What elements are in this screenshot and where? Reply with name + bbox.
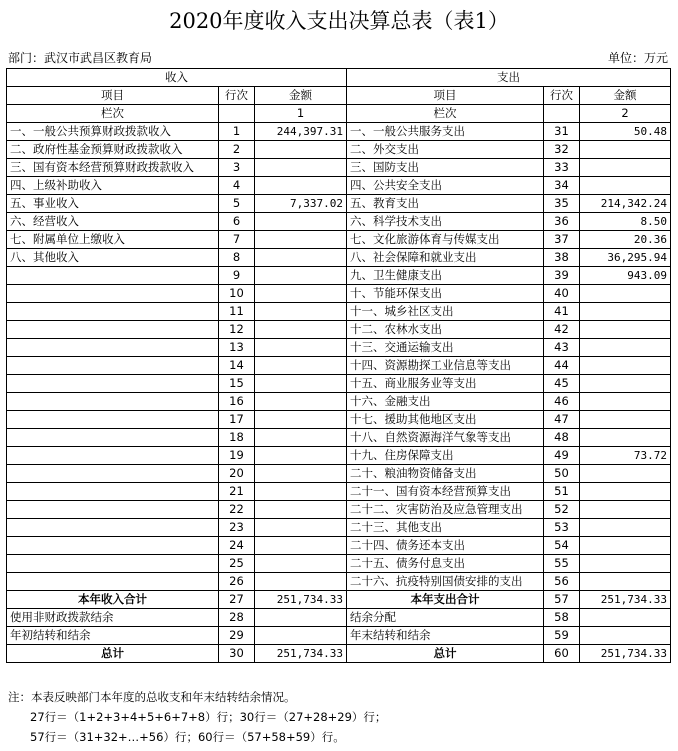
income-line-cell: 22 [219,501,255,519]
table-row [7,141,671,159]
income-line-cell: 20 [219,465,255,483]
expense-line-cell: 32 [544,141,580,159]
expense-amount-cell [580,537,671,555]
expense-item-cell: 四、公共安全支出 [347,177,544,195]
income-amount-cell [255,447,347,465]
expense-item-cell: 十七、援助其他地区支出 [347,411,544,429]
income-item-cell [7,465,219,483]
note-line: 27行＝（1+2+3+4+5+6+7+8）行；30行＝（27+28+29）行； [30,710,387,724]
expense-item-cell: 三、国防支出 [347,159,544,177]
table-row [7,249,671,267]
expense-item-cell: 十二、农林水支出 [347,321,544,339]
income-item-cell: 二、政府性基金预算财政拨款收入 [7,141,219,159]
income-amount-cell: 251,734.33 [255,645,347,663]
expense-line-cell: 59 [544,627,580,645]
expense-item-cell: 十、节能环保支出 [347,285,544,303]
income-line-header: 行次 [219,87,255,105]
expense-amount-cell: 20.36 [580,231,671,249]
expense-line-cell: 39 [544,267,580,285]
expense-line-cell: 56 [544,573,580,591]
income-amount-cell [255,231,347,249]
expense-line-cell: 45 [544,375,580,393]
income-line-cell: 3 [219,159,255,177]
table-row [7,123,671,141]
table-row [7,573,671,591]
income-line-cell: 4 [219,177,255,195]
expense-item-cell: 二十三、其他支出 [347,519,544,537]
income-amount-cell [255,339,347,357]
expense-item-cell: 二十四、债务还本支出 [347,537,544,555]
income-amount-cell [255,393,347,411]
income-item-cell: 总计 [7,645,219,663]
expense-amount-cell [580,303,671,321]
expense-line-cell: 46 [544,393,580,411]
income-item-cell: 本年收入合计 [7,591,219,609]
expense-amount-cell [580,411,671,429]
income-section-header: 收入 [7,69,347,87]
income-item-cell [7,483,219,501]
income-line-cell: 27 [219,591,255,609]
table-row [7,537,671,555]
expense-amount-cell [580,285,671,303]
income-amount-cell [255,213,347,231]
expense-amount-cell [580,375,671,393]
income-amount-cell [255,285,347,303]
income-line-cell: 30 [219,645,255,663]
income-item-cell [7,339,219,357]
income-item-cell: 八、其他收入 [7,249,219,267]
income-amount-cell: 244,397.31 [255,123,347,141]
income-item-cell: 四、上级补助收入 [7,177,219,195]
expense-amount-cell: 251,734.33 [580,591,671,609]
income-line-cell: 17 [219,411,255,429]
expense-amount-cell [580,465,671,483]
expense-line-cell: 43 [544,339,580,357]
income-amount-cell [255,141,347,159]
expense-line-cell: 42 [544,321,580,339]
expense-amount-cell: 36,295.94 [580,249,671,267]
income-amount-cell [255,627,347,645]
table-row [7,555,671,573]
expense-col-blank [544,105,580,123]
table-row [7,411,671,429]
income-amount-cell [255,249,347,267]
income-item-cell: 六、经营收入 [7,213,219,231]
expense-item-cell: 十九、住房保障支出 [347,447,544,465]
expense-item-cell: 十五、商业服务业等支出 [347,375,544,393]
expense-line-cell: 41 [544,303,580,321]
expense-amount-cell [580,519,671,537]
expense-line-cell: 51 [544,483,580,501]
expense-amount-cell [580,339,671,357]
table-row [7,285,671,303]
income-line-cell: 8 [219,249,255,267]
income-item-cell [7,357,219,375]
expense-line-cell: 31 [544,123,580,141]
expense-col-index: 2 [580,105,671,123]
income-amount-cell [255,465,347,483]
income-line-cell: 19 [219,447,255,465]
income-item-cell [7,537,219,555]
income-amount-header: 金额 [255,87,347,105]
income-line-cell: 23 [219,519,255,537]
income-line-cell: 14 [219,357,255,375]
expense-amount-header: 金额 [580,87,671,105]
expense-line-cell: 38 [544,249,580,267]
income-amount-cell [255,537,347,555]
expense-line-cell: 52 [544,501,580,519]
table-row [7,429,671,447]
table-row [7,519,671,537]
income-line-cell: 5 [219,195,255,213]
income-line-cell: 15 [219,375,255,393]
table-row [7,393,671,411]
income-item-cell [7,447,219,465]
income-col-label: 栏次 [7,105,219,123]
income-amount-cell [255,357,347,375]
income-item-cell [7,573,219,591]
expense-line-cell: 48 [544,429,580,447]
income-amount-cell [255,267,347,285]
expense-item-cell: 二十六、抗疫特别国债安排的支出 [347,573,544,591]
expense-line-cell: 34 [544,177,580,195]
income-line-cell: 21 [219,483,255,501]
table-row [7,591,671,609]
income-amount-cell [255,483,347,501]
income-item-cell: 五、事业收入 [7,195,219,213]
expense-amount-cell: 73.72 [580,447,671,465]
income-line-cell: 25 [219,555,255,573]
note-line: 57行＝（31+32+…+56）行；60行＝（57+58+59）行。 [30,730,345,744]
expense-item-cell: 十四、资源勘探工业信息等支出 [347,357,544,375]
expense-line-cell: 35 [544,195,580,213]
expense-item-cell: 二十二、灾害防治及应急管理支出 [347,501,544,519]
expense-line-cell: 57 [544,591,580,609]
expense-amount-cell [580,573,671,591]
table-row [7,465,671,483]
expense-line-header: 行次 [544,87,580,105]
expense-section-header: 支出 [347,69,671,87]
expense-line-cell: 36 [544,213,580,231]
income-line-cell: 13 [219,339,255,357]
income-amount-cell [255,519,347,537]
income-item-cell: 使用非财政拨款结余 [7,609,219,627]
expense-item-cell: 十三、交通运输支出 [347,339,544,357]
income-line-cell: 10 [219,285,255,303]
expense-item-cell: 年末结转和结余 [347,627,544,645]
income-item-cell [7,429,219,447]
table-row [7,195,671,213]
expense-amount-cell: 943.09 [580,267,671,285]
expense-amount-cell: 214,342.24 [580,195,671,213]
expense-item-cell: 一、一般公共服务支出 [347,123,544,141]
expense-line-cell: 47 [544,411,580,429]
footnotes [8,687,386,747]
income-amount-cell [255,177,347,195]
table-row [7,447,671,465]
income-item-cell [7,519,219,537]
income-item-cell [7,555,219,573]
table-row [7,303,671,321]
income-col-blank [219,105,255,123]
income-line-cell: 16 [219,393,255,411]
income-amount-cell [255,609,347,627]
expense-line-cell: 40 [544,285,580,303]
expense-amount-cell [580,429,671,447]
income-amount-cell [255,375,347,393]
expense-amount-cell [580,177,671,195]
income-item-cell: 一、一般公共预算财政拨款收入 [7,123,219,141]
table-row [7,159,671,177]
expense-item-cell: 五、教育支出 [347,195,544,213]
unit-label: 单位：万元 [607,51,668,65]
income-line-cell: 12 [219,321,255,339]
expense-item-cell: 二十一、国有资本经营预算支出 [347,483,544,501]
expense-amount-cell [580,141,671,159]
table-row [7,339,671,357]
income-line-cell: 28 [219,609,255,627]
expense-line-cell: 60 [544,645,580,663]
income-amount-cell: 251,734.33 [255,591,347,609]
expense-line-cell: 58 [544,609,580,627]
column-index-row [7,105,671,123]
expense-item-cell: 八、社会保障和就业支出 [347,249,544,267]
expense-amount-cell [580,159,671,177]
budget-table [6,68,671,663]
income-amount-cell [255,429,347,447]
table-row [7,483,671,501]
expense-amount-cell: 8.50 [580,213,671,231]
expense-item-cell: 本年支出合计 [347,591,544,609]
page-title: 2020年度收入支出决算总表（表1） [169,9,509,33]
expense-item-cell: 总计 [347,645,544,663]
expense-amount-cell [580,609,671,627]
table-row [7,213,671,231]
expense-amount-cell [580,357,671,375]
income-item-header: 项目 [7,87,219,105]
income-amount-cell [255,555,347,573]
income-item-cell [7,411,219,429]
table-row [7,267,671,285]
income-line-cell: 2 [219,141,255,159]
income-line-cell: 6 [219,213,255,231]
expense-item-cell: 结余分配 [347,609,544,627]
expense-item-cell: 七、文化旅游体育与传媒支出 [347,231,544,249]
income-col-index: 1 [255,105,347,123]
expense-line-cell: 54 [544,537,580,555]
expense-line-cell: 53 [544,519,580,537]
expense-item-cell: 六、科学技术支出 [347,213,544,231]
department-label: 部门：武汉市武昌区教育局 [8,51,153,65]
income-line-cell: 24 [219,537,255,555]
expense-amount-cell [580,501,671,519]
expense-amount-cell: 251,734.33 [580,645,671,663]
column-header-row [7,87,671,105]
expense-item-cell: 十六、金融支出 [347,393,544,411]
expense-amount-cell [580,555,671,573]
income-item-cell [7,321,219,339]
income-item-cell: 七、附属单位上缴收入 [7,231,219,249]
income-line-cell: 1 [219,123,255,141]
expense-amount-cell [580,321,671,339]
income-line-cell: 29 [219,627,255,645]
income-amount-cell [255,501,347,519]
income-amount-cell [255,303,347,321]
income-item-cell [7,375,219,393]
income-item-cell [7,303,219,321]
income-item-cell [7,393,219,411]
income-amount-cell [255,411,347,429]
expense-line-cell: 37 [544,231,580,249]
table-row [7,177,671,195]
expense-col-label: 栏次 [347,105,544,123]
income-line-cell: 7 [219,231,255,249]
expense-amount-cell [580,393,671,411]
expense-line-cell: 33 [544,159,580,177]
income-line-cell: 18 [219,429,255,447]
table-row [7,321,671,339]
income-item-cell [7,267,219,285]
income-line-cell: 26 [219,573,255,591]
income-amount-cell: 7,337.02 [255,195,347,213]
expense-amount-cell [580,627,671,645]
expense-line-cell: 44 [544,357,580,375]
income-item-cell: 三、国有资本经营预算财政拨款收入 [7,159,219,177]
note-line: 注：本表反映部门本年度的总收支和年末结转结余情况。 [8,690,296,704]
income-amount-cell [255,159,347,177]
table-row [7,357,671,375]
expense-item-cell: 二十五、债务付息支出 [347,555,544,573]
section-header-row [7,69,671,87]
expense-line-cell: 49 [544,447,580,465]
table-row [7,375,671,393]
income-line-cell: 11 [219,303,255,321]
income-item-cell [7,285,219,303]
income-item-cell: 年初结转和结余 [7,627,219,645]
income-item-cell [7,501,219,519]
expense-item-cell: 十一、城乡社区支出 [347,303,544,321]
table-row [7,645,671,663]
expense-line-cell: 50 [544,465,580,483]
income-line-cell: 9 [219,267,255,285]
expense-item-cell: 二十、粮油物资储备支出 [347,465,544,483]
expense-item-cell: 二、外交支出 [347,141,544,159]
expense-amount-cell: 50.48 [580,123,671,141]
table-row [7,609,671,627]
table-row [7,501,671,519]
expense-amount-cell [580,483,671,501]
expense-line-cell: 55 [544,555,580,573]
expense-item-cell: 十八、自然资源海洋气象等支出 [347,429,544,447]
income-amount-cell [255,573,347,591]
income-amount-cell [255,321,347,339]
table-row [7,627,671,645]
expense-item-header: 项目 [347,87,544,105]
expense-item-cell: 九、卫生健康支出 [347,267,544,285]
table-row [7,231,671,249]
